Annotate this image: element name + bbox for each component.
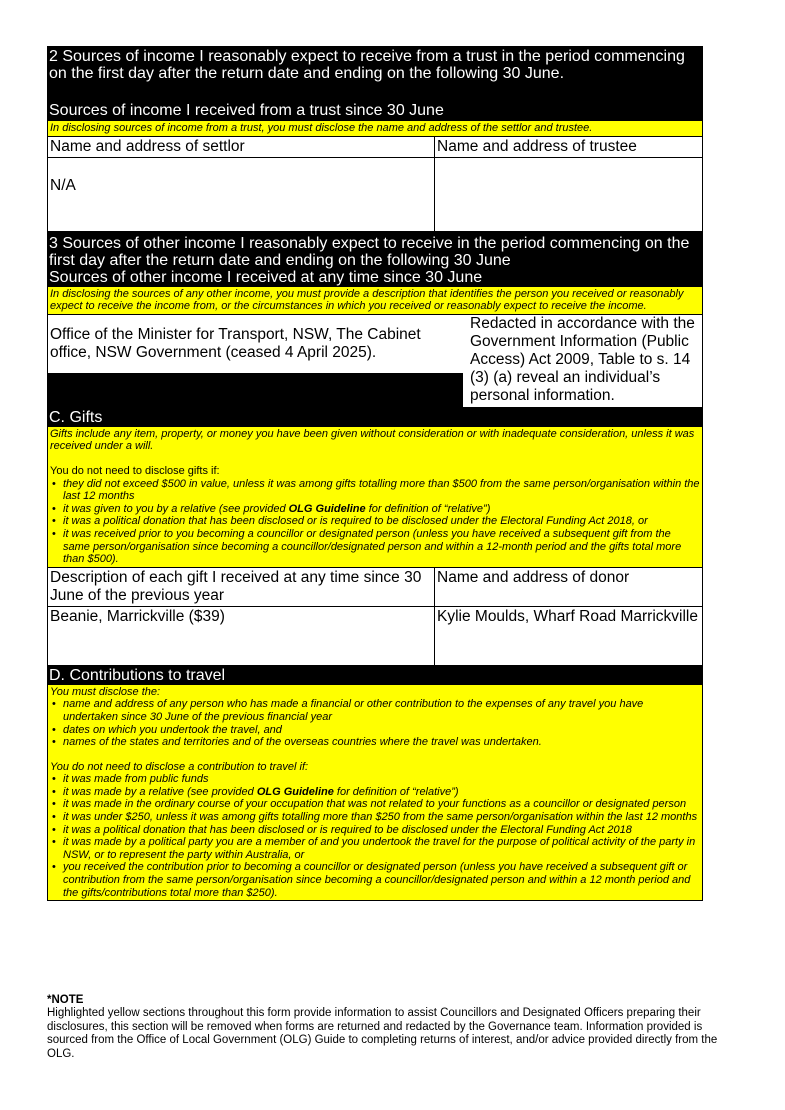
travel-note (47, 685, 703, 902)
footnote (47, 994, 737, 1061)
list-item: • names of the states and territories and of the overseas countries where the travel was undertaken. (50, 736, 700, 749)
section2-title: 2 Sources of income I reasonably expect to receive from a trust in the period commencing on the first day after the return date and ending on the following 30 June. (49, 48, 685, 82)
travel-header: D. Contributions to travel (47, 666, 703, 685)
section2-subtitle: Sources of income I received from a trust since 30 June (47, 102, 703, 121)
section3-title: 3 Sources of other income I reasonably expect to receive in the period commencing on the first day after the return date and ending on the following 30 June (49, 234, 690, 269)
section3-note: In disclosing the sources of any other income, you must provide a description that identifies the person you received or reasonably expect to receive the income from, or the circumstances in which you received or reasonably expect to receive the income. (47, 287, 703, 314)
settlor-value: N/A (48, 158, 435, 231)
list-item: • it was made by a political party you are a member of and you undertook the travel for the purpose of political activity of the party in NSW, or to represent the party within Australia, or (50, 836, 700, 861)
gifts-column-headers (47, 567, 703, 607)
list-item: • they did not exceed $500 in value, unless it was among gifts totalling more than $500 from the same person/organisation within the last 12 months (50, 478, 700, 503)
travel-exemptions-heading: You do not need to disclose a contribution to travel if: (50, 760, 309, 773)
gifts-note (47, 427, 703, 567)
trustee-value (435, 158, 702, 231)
gifts-exemptions-list (50, 478, 700, 566)
gifts-exemptions-heading: You do not need to disclose gifts if: (50, 464, 220, 477)
olg-guideline-link: OLG Guideline (256, 785, 334, 798)
list-item: • you received the contribution prior to becoming a councillor or designated person (unless you have received a subsequent gift or contribution from the same person/organisation since becoming a councillor/designated person and within a 12 month period and the gifts/contributions total more than $250). (50, 861, 700, 899)
footnote-title: *NOTE (47, 994, 84, 1006)
list-item: • it was made by a relative (see provided OLG Guideline for definition of “relative”) (50, 786, 700, 799)
section3-left-block (48, 315, 463, 407)
section3-entry-row (47, 314, 703, 407)
olg-guideline-link: OLG Guideline (288, 502, 366, 515)
list-item: • it was a political donation that has been disclosed or is required to be disclosed under the Electoral Funding Act 2018, or (50, 515, 700, 528)
list-item: • dates on which you undertook the travel, and (50, 724, 700, 737)
footnote-text: Highlighted yellow sections throughout this form provide information to assist Councillors and Designated Officers preparing their disclosures, this section will be removed when forms are returned and redacted by the Governance team. Information provided is sourced from the Office of Local Government (OLG) Guide to completing returns of interest, and/or advice provided directly from the OLG. (47, 1007, 718, 1060)
income-source-note: Redacted in accordance with the Government Information (Public Access) Act 2009, Table to s. 14 (3) (a) reveal an individual’s personal information. (470, 314, 695, 404)
travel-must-heading: You must disclose the: (50, 685, 161, 698)
travel-exemptions-list (50, 773, 700, 899)
donor-header: Name and address of donor (437, 568, 630, 586)
list-item: • name and address of any person who has made a financial or other contribution to the expenses of any travel you have undertaken since 30 June of the previous financial year (50, 698, 700, 723)
section2-note: In disclosing sources of income from a trust, you must disclose the name and address of the settlor and trustee. (47, 121, 703, 136)
section3-black-bar (48, 373, 463, 407)
list-item: • it was under $250, unless it was among gifts totalling more than $250 from the same person/organisation within the last 12 months (50, 811, 700, 824)
section2-header (47, 46, 703, 102)
list-item: • it was a political donation that has been disclosed or is required to be disclosed under the Electoral Funding Act 2018 (50, 824, 700, 837)
travel-must-list (50, 698, 700, 748)
donor-value: Kylie Moulds, Wharf Road Marrickville (437, 607, 698, 625)
section2-column-headers (47, 136, 703, 158)
gifts-intro: Gifts include any item, property, or money you have been given without consideration or with inadequate consideration, unless it was received under a will. (50, 427, 695, 453)
income-source-value: Office of the Minister for Transport, NSW, The Cabinet office, NSW Government (ceased 4 April 2025). (50, 325, 421, 361)
section2-entry-row (47, 158, 703, 232)
list-item: • it was made from public funds (50, 773, 700, 786)
list-item: • it was given to you by a relative (see provided OLG Guideline for definition of “relative”) (50, 503, 700, 516)
gifts-header: C. Gifts (47, 407, 703, 427)
section3-subtitle: Sources of other income I received at any time since 30 June (47, 269, 703, 287)
trustee-column-header: Name and address of trustee (437, 137, 637, 155)
gift-description-header: Description of each gift I received at any time since 30 June of the previous year (48, 568, 435, 606)
gifts-entry-row (47, 607, 703, 666)
section3-header (47, 232, 703, 269)
list-item: • it was received prior to you becoming a councillor or designated person (unless you have received a subsequent gift from the same person/organisation since becoming a councillor/designated person and within a 12-month period and the gifts total more than $500). (50, 528, 700, 566)
disclosure-form (47, 46, 703, 901)
list-item: • it was made in the ordinary course of your occupation that was not related to your functions as a councillor or designated person (50, 798, 700, 811)
gift-description-value: Beanie, Marrickville ($39) (48, 607, 435, 665)
settlor-column-header: Name and address of settlor (48, 137, 435, 157)
